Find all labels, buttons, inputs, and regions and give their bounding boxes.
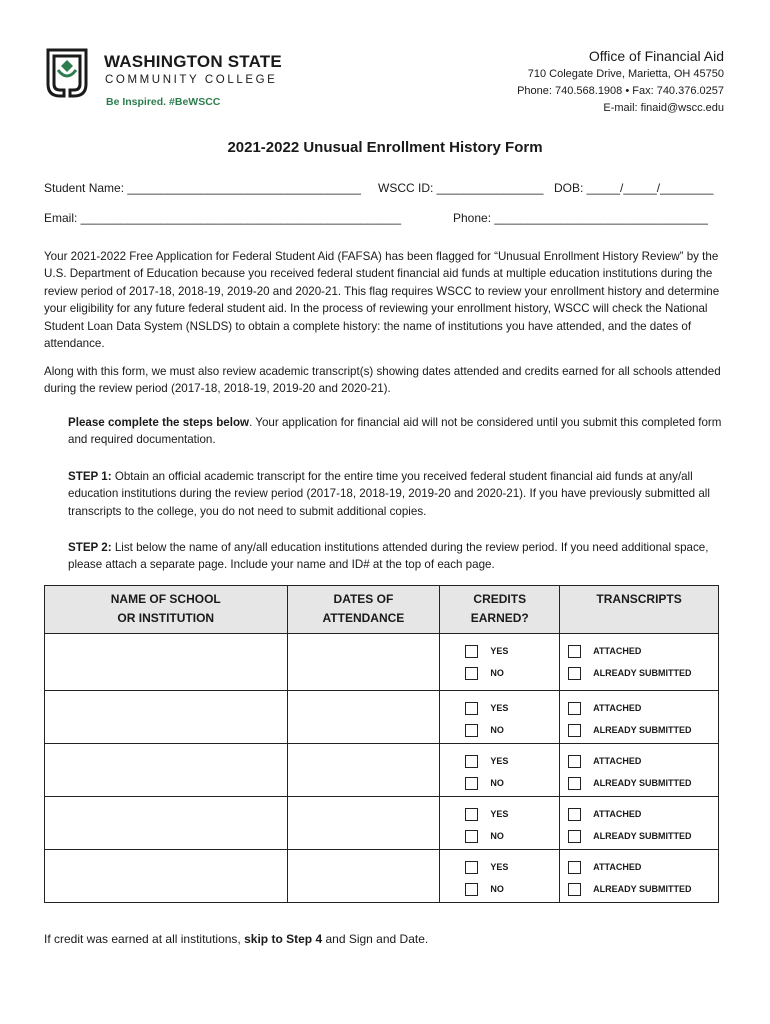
step-1-label: STEP 1: — [68, 470, 112, 483]
office-address: 710 Colegate Drive, Marietta, OH 45750 — [527, 68, 724, 80]
attached-checkbox[interactable] — [568, 755, 581, 768]
credits-no-label: NO — [490, 668, 504, 678]
step-2 — [68, 539, 726, 574]
credits-no-label: NO — [490, 884, 504, 894]
student-name-field[interactable]: Student Name: ___________________________________ — [44, 181, 361, 195]
credits-no-checkbox[interactable] — [465, 830, 478, 843]
already-submitted-label: ALREADY SUBMITTED — [593, 884, 692, 894]
credits-cell — [440, 691, 560, 744]
table-row — [45, 691, 719, 744]
attached-label: ATTACHED — [593, 862, 642, 872]
office-email: E-mail: finaid@wscc.edu — [603, 102, 724, 114]
already-submitted-checkbox[interactable] — [568, 667, 581, 680]
table-row — [45, 797, 719, 850]
credits-no-checkbox[interactable] — [465, 883, 478, 896]
attached-label: ATTACHED — [593, 809, 642, 819]
school-name-cell[interactable] — [45, 691, 288, 744]
transcripts-cell — [560, 744, 719, 797]
phone-field[interactable]: Phone: ________________________________ — [453, 211, 708, 225]
credits-no-label: NO — [490, 725, 504, 735]
skip-step-4-text: skip to Step 4 — [244, 932, 323, 946]
wscc-id-field[interactable]: WSCC ID: ________________ — [378, 181, 544, 195]
institutions-table — [44, 585, 719, 903]
transcripts-cell — [560, 850, 719, 903]
attached-checkbox[interactable] — [568, 808, 581, 821]
step-1 — [68, 468, 726, 520]
already-submitted-label: ALREADY SUBMITTED — [593, 831, 692, 841]
credits-yes-checkbox[interactable] — [465, 645, 478, 658]
college-name-line1: WASHINGTON STATE — [104, 52, 282, 71]
office-title: Office of Financial Aid — [588, 48, 724, 64]
table-row — [45, 634, 719, 691]
credits-yes-checkbox[interactable] — [465, 702, 478, 715]
credits-cell — [440, 797, 560, 850]
already-submitted-label: ALREADY SUBMITTED — [593, 778, 692, 788]
school-name-cell[interactable] — [45, 850, 288, 903]
attached-checkbox[interactable] — [568, 702, 581, 715]
attached-label: ATTACHED — [593, 646, 642, 656]
dates-cell[interactable] — [287, 850, 440, 903]
school-name-cell[interactable] — [45, 744, 288, 797]
step-2-text: List below the name of any/all education institutions attended during the review period. If you need additional space, please attach a separate page. Include your name and ID# at the top of each page. — [68, 541, 709, 572]
college-logo-icon — [44, 46, 90, 100]
already-submitted-checkbox[interactable] — [568, 724, 581, 737]
attached-checkbox[interactable] — [568, 861, 581, 874]
attached-label: ATTACHED — [593, 703, 642, 713]
credits-no-checkbox[interactable] — [465, 724, 478, 737]
transcript-paragraph: Along with this form, we must also review academic transcript(s) showing dates attended and credits earned for all schools attended during the review period (2017-18, 2018-19, 2019-20 and 2020-21). — [44, 365, 721, 396]
credits-yes-label: YES — [490, 646, 509, 656]
dates-cell[interactable] — [287, 797, 440, 850]
transcripts-cell — [560, 634, 719, 691]
already-submitted-checkbox[interactable] — [568, 777, 581, 790]
credits-cell — [440, 634, 560, 691]
credits-no-label: NO — [490, 778, 504, 788]
intro-paragraph: Your 2021-2022 Free Application for Federal Student Aid (FAFSA) has been flagged for “Unusual Enrollment History Review” by the U.S. Department of Education because you received federal student financial aid funds at multiple education institutions during the review period of 2017-18, 2018-19, 2019-20 and 2020-21. This flag requires WSCC to review your enrollment history and determine your eligibility for any future federal student aid. In the process of reviewing your enrollment history, WSCC will check the National Student Loan Data System (NSLDS) to obtain a complete history: the name of institutions you have attended, and the dates of attendance. — [44, 250, 720, 351]
header-dates: DATES OF ATTENDANCE — [287, 586, 440, 634]
steps-intro-bold: Please complete the steps below — [68, 416, 250, 429]
credits-no-checkbox[interactable] — [465, 667, 478, 680]
credits-no-label: NO — [490, 831, 504, 841]
college-tagline: Be Inspired. #BeWSCC — [106, 96, 221, 108]
attached-label: ATTACHED — [593, 756, 642, 766]
header-credits: CREDITS EARNED? — [440, 586, 560, 634]
already-submitted-checkbox[interactable] — [568, 830, 581, 843]
table-row — [45, 744, 719, 797]
table-header-row — [45, 586, 719, 634]
school-name-cell[interactable] — [45, 797, 288, 850]
school-name-cell[interactable] — [45, 634, 288, 691]
email-field[interactable]: Email: ________________________________________________ — [44, 211, 402, 225]
office-phone-fax: Phone: 740.568.1908 • Fax: 740.376.0257 — [517, 85, 724, 97]
already-submitted-label: ALREADY SUBMITTED — [593, 725, 692, 735]
dob-field[interactable]: DOB: _____/_____/________ — [554, 181, 714, 195]
steps-intro-text: . Your application for financial aid will not be considered until you submit this completed form and required documentation. — [68, 416, 722, 447]
attached-checkbox[interactable] — [568, 645, 581, 658]
table-row — [45, 850, 719, 903]
steps-intro — [68, 414, 726, 449]
already-submitted-label: ALREADY SUBMITTED — [593, 668, 692, 678]
dates-cell[interactable] — [287, 744, 440, 797]
credits-yes-checkbox[interactable] — [465, 861, 478, 874]
transcripts-cell — [560, 691, 719, 744]
footer-note: If credit was earned at all institutions, skip to Step 4 and Sign and Date. — [44, 932, 429, 946]
header-transcripts: TRANSCRIPTS — [560, 586, 719, 634]
step-1-text: Obtain an official academic transcript for the entire time you received federal student financial aid funds at any/all education institutions during the review period (2017-18, 2018-19, 2019-20 and 2020-21). If you have previously submitted all transcripts to the college, you do not need to submit additional copies. — [68, 470, 710, 518]
form-title: 2021-2022 Unusual Enrollment History Form — [227, 139, 543, 156]
header-school: NAME OF SCHOOL OR INSTITUTION — [45, 586, 288, 634]
credits-no-checkbox[interactable] — [465, 777, 478, 790]
credits-cell — [440, 744, 560, 797]
credits-yes-label: YES — [490, 809, 509, 819]
credits-yes-label: YES — [490, 756, 509, 766]
credits-yes-label: YES — [490, 862, 509, 872]
credits-cell — [440, 850, 560, 903]
step-2-label: STEP 2: — [68, 541, 112, 554]
transcripts-cell — [560, 797, 719, 850]
credits-yes-checkbox[interactable] — [465, 808, 478, 821]
credits-yes-label: YES — [490, 703, 509, 713]
college-name-line2: COMMUNITY COLLEGE — [105, 74, 278, 86]
already-submitted-checkbox[interactable] — [568, 883, 581, 896]
credits-yes-checkbox[interactable] — [465, 755, 478, 768]
dates-cell[interactable] — [287, 691, 440, 744]
dates-cell[interactable] — [287, 634, 440, 691]
